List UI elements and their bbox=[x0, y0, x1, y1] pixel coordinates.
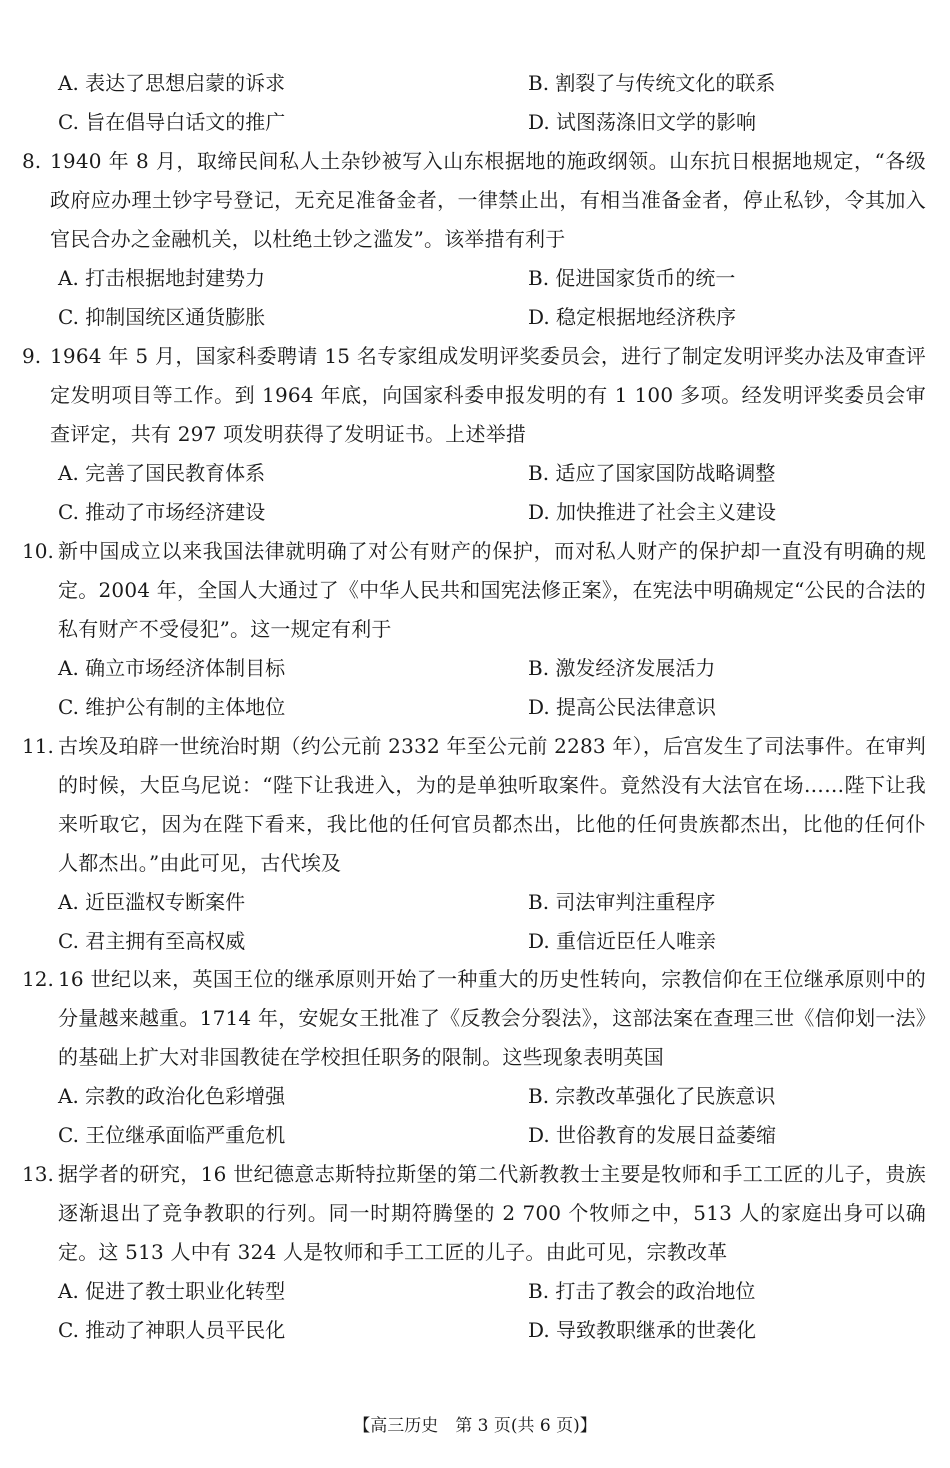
question-9-options bbox=[0, 454, 950, 532]
q8-option-b[interactable]: B. 促进国家货币的统一 bbox=[528, 266, 736, 290]
q9-option-b[interactable]: B. 适应了国家国防战略调整 bbox=[528, 461, 776, 485]
q7-option-c[interactable]: C. 旨在倡导白话文的推广 bbox=[58, 110, 286, 134]
question-12-options bbox=[0, 1077, 950, 1155]
q13-option-b[interactable]: B. 打击了教会的政治地位 bbox=[528, 1279, 756, 1303]
scan-mark bbox=[912, 1430, 924, 1436]
q10-option-c[interactable]: C. 维护公有制的主体地位 bbox=[58, 695, 286, 719]
question-9-number: 9. bbox=[22, 344, 42, 368]
q10-option-b[interactable]: B. 激发经济发展活力 bbox=[528, 656, 716, 680]
q12-option-a[interactable]: A. 宗教的政治化色彩增强 bbox=[58, 1084, 286, 1108]
question-12 bbox=[0, 960, 950, 1155]
question-12-stem: 16 世纪以来，英国王位的继承原则开始了一种重大的历史性转向，宗教信仰在王位继承原则中的分量越来越重。1714 年，安妮女王批准了《反教会分裂法》，这部法案在查理三世《信仰划一法》的基础上扩大对非国教徒在学校担任职务的限制。这些现象表明英国 bbox=[58, 967, 926, 1069]
q8-option-a[interactable]: A. 打击根据地封建势力 bbox=[58, 266, 266, 290]
q8-option-d[interactable]: D. 稳定根据地经济秩序 bbox=[528, 305, 737, 329]
question-11-number: 11. bbox=[22, 734, 54, 758]
q10-option-a[interactable]: A. 确立市场经济体制目标 bbox=[58, 656, 286, 680]
page-footer: 【高三历史 第 3 页(共 6 页)】 bbox=[353, 1416, 597, 1436]
q13-option-c[interactable]: C. 推动了神职人员平民化 bbox=[58, 1318, 286, 1342]
question-9-stem: 1964 年 5 月，国家科委聘请 15 名专家组成发明评奖委员会，进行了制定发明评奖办法及审查评定发明项目等工作。到 1964 年底，向国家科委申报发明的有 1 100 多项。经发明评奖委员会审查评定，共有 297 项发明获得了发明证书。上述举措 bbox=[50, 344, 926, 446]
q13-option-d[interactable]: D. 导致教职继承的世袭化 bbox=[528, 1318, 757, 1342]
q11-option-a[interactable]: A. 近臣滥权专断案件 bbox=[58, 890, 246, 914]
q12-option-b[interactable]: B. 宗教改革强化了民族意识 bbox=[528, 1084, 776, 1108]
q10-option-d[interactable]: D. 提高公民法律意识 bbox=[528, 695, 717, 719]
question-13-options bbox=[0, 1272, 950, 1350]
question-11-stem: 古埃及珀辟一世统治时期（约公元前 2332 年至公元前 2283 年），后宫发生了司法事件。在审判的时候，大臣乌尼说：“陛下让我进入，为的是单独听取案件。竟然没有大法官在场……陛下让我来听取它，因为在陛下看来，我比他的任何官员都杰出，比他的任何贵族都杰出，比他的任何仆人都杰出。”由此可见，古代埃及 bbox=[58, 734, 926, 875]
question-8-options bbox=[0, 259, 950, 337]
q11-option-c[interactable]: C. 君主拥有至高权威 bbox=[58, 929, 246, 953]
question-10-stem: 新中国成立以来我国法律就明确了对公有财产的保护，而对私人财产的保护却一直没有明确的规定。2004 年，全国人大通过了《中华人民共和国宪法修正案》，在宪法中明确规定“公民的合法的私有财产不受侵犯”。这一规定有利于 bbox=[58, 539, 926, 641]
q9-option-c[interactable]: C. 推动了市场经济建设 bbox=[58, 500, 266, 524]
question-13 bbox=[0, 1155, 950, 1350]
q12-option-d[interactable]: D. 世俗教育的发展日益萎缩 bbox=[528, 1123, 777, 1147]
question-13-stem: 据学者的研究，16 世纪德意志斯特拉斯堡的第二代新教教士主要是牧师和手工工匠的儿子，贵族逐渐退出了竞争教职的行列。同一时期符腾堡的 2 700 个牧师之中，513 人的家庭出身可以确定。这 513 人中有 324 人是牧师和手工工匠的儿子。由此可见，宗教改革 bbox=[58, 1162, 926, 1264]
q11-option-d[interactable]: D. 重信近臣任人唯亲 bbox=[528, 929, 717, 953]
q8-option-c[interactable]: C. 抑制国统区通货膨胀 bbox=[58, 305, 266, 329]
question-10 bbox=[0, 532, 950, 727]
q9-option-a[interactable]: A. 完善了国民教育体系 bbox=[58, 461, 266, 485]
question-10-number: 10. bbox=[22, 539, 54, 563]
question-11-options bbox=[0, 883, 950, 961]
q9-option-d[interactable]: D. 加快推进了社会主义建设 bbox=[528, 500, 777, 524]
q12-option-c[interactable]: C. 王位继承面临严重危机 bbox=[58, 1123, 286, 1147]
question-10-options bbox=[0, 649, 950, 727]
q7-option-b[interactable]: B. 割裂了与传统文化的联系 bbox=[528, 71, 776, 95]
q7-option-a[interactable]: A. 表达了思想启蒙的诉求 bbox=[58, 71, 286, 95]
question-8 bbox=[0, 142, 950, 337]
question-7 bbox=[0, 64, 950, 142]
q7-option-d[interactable]: D. 试图荡涤旧文学的影响 bbox=[528, 110, 757, 134]
q11-option-b[interactable]: B. 司法审判注重程序 bbox=[528, 890, 716, 914]
question-12-number: 12. bbox=[22, 967, 54, 991]
question-11 bbox=[0, 727, 950, 961]
q13-option-a[interactable]: A. 促进了教士职业化转型 bbox=[58, 1279, 286, 1303]
question-9 bbox=[0, 337, 950, 532]
question-7-options bbox=[0, 64, 950, 142]
question-8-number: 8. bbox=[22, 149, 42, 173]
question-13-number: 13. bbox=[22, 1162, 54, 1186]
question-8-stem: 1940 年 8 月，取缔民间私人土杂钞被写入山东根据地的施政纲领。山东抗日根据地规定，“各级政府应办理土钞字号登记，无充足准备金者，一律禁止出，有相当准备金者，停止私钞，令其加入官民合办之金融机关，以杜绝土钞之滥发”。该举措有利于 bbox=[50, 149, 926, 251]
